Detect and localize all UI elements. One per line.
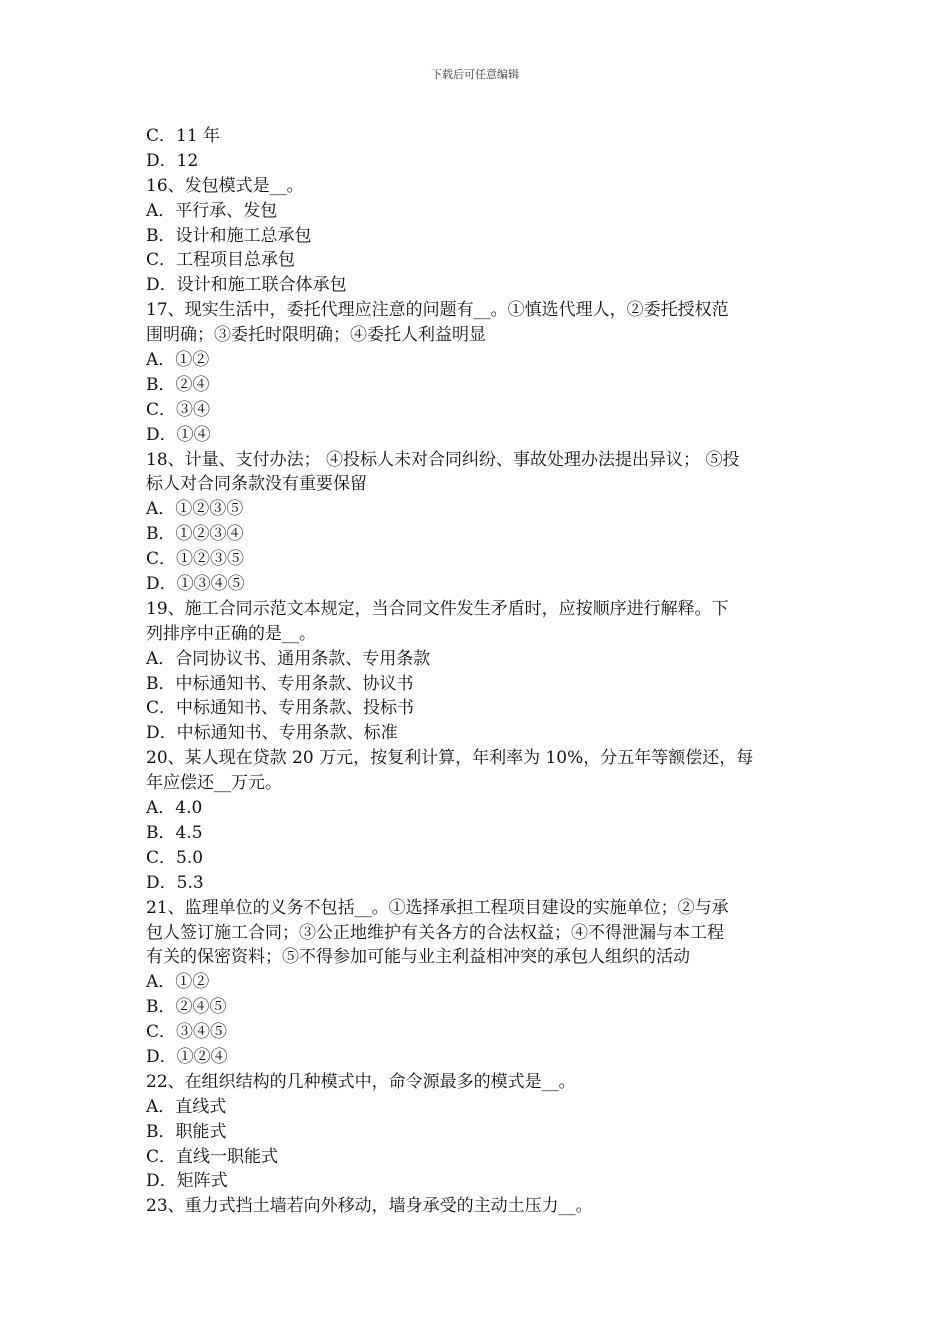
question-text-line: 标人对合同条款没有重要保留 [146,474,367,495]
answer-option: A．直线式 [146,1096,227,1117]
answer-option: A．①②③⑤ [146,499,244,520]
question-text-line: 列排序中正确的是__。 [146,623,316,644]
answer-option: D．矩阵式 [146,1171,228,1192]
answer-option: A．平行承、发包 [146,200,278,221]
question-text-line: 年应偿还__万元。 [146,773,282,794]
answer-option: C．直线一职能式 [146,1146,279,1167]
answer-option: C．11 年 [146,126,221,146]
answer-option: B．4.5 [146,822,203,843]
question-text-line: 19、施工合同示范文本规定，当合同文件发生矛盾时，应按顺序进行解释。下 [146,598,729,619]
answer-option: C．工程项目总承包 [146,250,296,271]
answer-option: A．①② [146,972,210,993]
answer-option: C．5.0 [146,847,204,868]
question-text-line: 21、监理单位的义务不包括__。①选择承担工程项目建设的实施单位；②与承 [146,897,729,918]
question-text-line: 22、在组织结构的几种模式中，命令源最多的模式是__。 [146,1071,576,1092]
answer-option: D．12 [146,150,199,171]
answer-option: C．③④ [146,399,211,420]
answer-option: B．中标通知书、专用条款、协议书 [146,673,414,694]
question-text-line: 18、计量、支付办法； ④投标人未对合同纠纷、事故处理办法提出异议； ⑤投 [146,449,740,470]
question-text-line: 有关的保密资料；⑤不得参加可能与业主利益相冲突的承包人组织的活动 [146,947,690,968]
answer-option: D．5.3 [146,872,204,893]
answer-option: A．①② [146,350,210,371]
answer-option: A．4.0 [146,798,203,819]
question-text-line: 16、发包模式是__。 [146,175,304,196]
answer-option: C．中标通知书、专用条款、投标书 [146,698,415,719]
answer-option: B．②④⑤ [146,997,227,1018]
question-text-line: 20、某人现在贷款 20 万元，按复利计算，年利率为 10%，分五年等额偿还，每 [146,748,754,769]
answer-option: B．设计和施工总承包 [146,225,312,246]
answer-option: B．职能式 [146,1121,227,1142]
answer-option: D．①③④⑤ [146,574,245,595]
answer-option: D．①④ [146,424,211,445]
question-text-line: 围明确；③委托时限明确；④委托人利益明显 [146,325,486,346]
answer-option: C．①②③⑤ [146,549,245,570]
question-text-line: 17、现实生活中，委托代理应注意的问题有__。①慎选代理人，②委托授权范 [146,300,729,321]
answer-option: B．②④ [146,374,210,395]
answer-option: B．①②③④ [146,524,244,545]
answer-option: D．①②④ [146,1046,228,1067]
answer-option: D．设计和施工联合体承包 [146,275,347,296]
page-header: 下载后可任意编辑 [431,68,519,81]
document-body [146,124,808,1219]
answer-option: C．③④⑤ [146,1022,228,1043]
question-text-line: 23、重力式挡土墙若向外移动，墙身承受的主动土压力__。 [146,1196,593,1217]
answer-option: A．合同协议书、通用条款、专用条款 [146,648,431,669]
question-text-line: 包人签订施工合同；③公正地维护有关各方的合法权益；④不得泄漏与本工程 [146,922,724,943]
answer-option: D．中标通知书、专用条款、标准 [146,723,398,744]
